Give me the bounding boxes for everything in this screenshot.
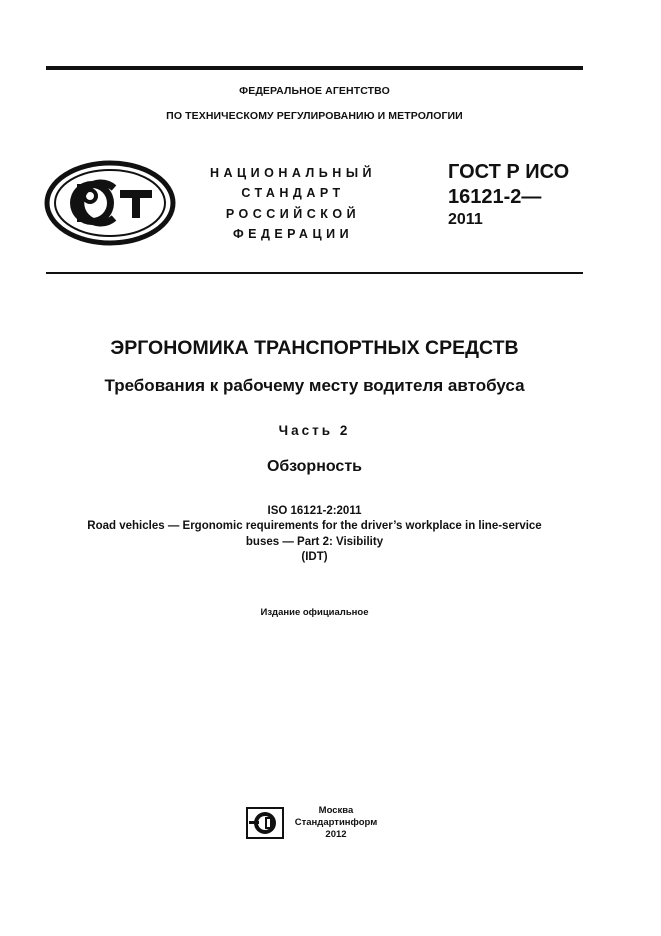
- iso-number: ISO 16121-2:2011: [267, 505, 362, 517]
- rst-logo-icon: [44, 160, 176, 246]
- part-title: Обзорность: [266, 458, 362, 475]
- agency-name-line1: ФЕДЕРАЛЬНОЕ АГЕНТСТВО: [239, 85, 390, 97]
- top-rule: [46, 66, 583, 70]
- publication-year: 2012: [325, 829, 347, 840]
- iso-title-line2: buses — Part 2: Visibility: [245, 536, 384, 548]
- standard-type-line1: НАЦИОНАЛЬНЫЙ: [209, 166, 377, 180]
- publisher-city: Москва: [318, 805, 354, 816]
- standard-designation-line3: 2011: [448, 211, 483, 228]
- document-subtitle: Требования к рабочему месту водителя автобуса: [104, 376, 525, 395]
- standard-designation-line1: ГОСТ Р ИСО: [448, 161, 570, 183]
- document-title: ЭРГОНОМИКА ТРАНСПОРТНЫХ СРЕДСТВ: [110, 337, 519, 359]
- edition-note: Издание официальное: [260, 607, 369, 618]
- standard-type-line2: СТАНДАРТ: [241, 186, 345, 200]
- iso-equivalence: (IDT): [301, 551, 328, 563]
- iso-title-line1: Road vehicles — Ergonomic requirements for the driver’s workplace in line-service: [87, 520, 542, 532]
- publisher-name: Стандартинформ: [294, 817, 378, 828]
- part-number: Часть 2: [278, 423, 351, 438]
- standard-type-line4: ФЕДЕРАЦИИ: [232, 227, 354, 241]
- middle-rule: [46, 272, 583, 274]
- standard-designation-line2: 16121-2—: [448, 186, 542, 208]
- agency-name-line2: ПО ТЕХНИЧЕСКОМУ РЕГУЛИРОВАНИЮ И МЕТРОЛОГИИ: [166, 110, 463, 122]
- standartinform-logo-icon: [246, 807, 284, 839]
- standard-type-line3: РОССИЙСКОЙ: [225, 207, 361, 221]
